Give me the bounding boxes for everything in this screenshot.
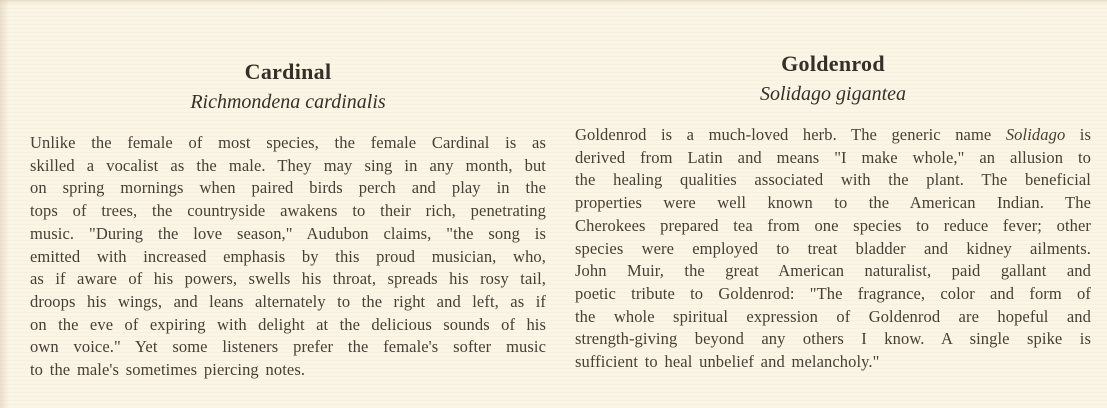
text-line: poetic tribute to Goldenrod: "The fragrance, color and form of bbox=[575, 283, 1091, 303]
text-line: species were employed to treat bladder and kidney ailments. bbox=[575, 238, 1091, 258]
text-line: tops of trees, the countryside awakens to their rich, penetrating bbox=[30, 201, 546, 221]
text-line: as if aware of his powers, swells his throat, spreads his rosy tail, bbox=[30, 269, 546, 289]
section-body-cardinal bbox=[30, 132, 546, 382]
species-name-cardinal: Richmondena cardinalis bbox=[190, 91, 386, 113]
text-line: the whole spiritual expression of Goldenrod are hopeful and bbox=[575, 306, 1091, 326]
section-goldenrod bbox=[575, 52, 1091, 374]
section-cardinal bbox=[30, 60, 546, 382]
text-line: to the male's sometimes piercing notes. bbox=[30, 360, 306, 380]
text-line: derived from Latin and means "I make whole," an allusion to bbox=[575, 147, 1091, 167]
text-line: Cherokees prepared tea from one species to reduce fever; other bbox=[575, 215, 1091, 235]
text-line: Goldenrod is a much-loved herb. The generic name Solidago is bbox=[575, 125, 1091, 144]
species-name-goldenrod: Solidago gigantea bbox=[759, 83, 907, 105]
section-title-goldenrod: Goldenrod bbox=[781, 51, 885, 76]
text-line: John Muir, the great American naturalist, paid gallant and bbox=[575, 261, 1091, 281]
text-line: strength-giving beyond any others I know. A single spike is bbox=[575, 329, 1091, 349]
text-line: skilled a vocalist as the male. They may sing in any month, but bbox=[30, 155, 546, 175]
text-line: on the eve of expiring with delight at the delicious sounds of his bbox=[30, 314, 546, 334]
text-line: on spring mornings when paired birds perch and play in the bbox=[30, 178, 546, 198]
text-line: sufficient to heal unbelief and melancholy." bbox=[575, 352, 880, 372]
italic-text: Solidago bbox=[1005, 125, 1066, 144]
text-line: music. "During the love season," Audubon claims, "the song is bbox=[30, 223, 546, 243]
text-line: own voice." Yet some listeners prefer the female's softer music bbox=[30, 337, 546, 357]
section-title-cardinal: Cardinal bbox=[244, 59, 332, 84]
text-line: Unlike the female of most species, the female Cardinal is as bbox=[30, 133, 546, 152]
text-line: properties were well known to the American Indian. The bbox=[575, 193, 1091, 213]
text-line: emitted with increased emphasis by this proud musician, who, bbox=[30, 246, 546, 266]
text-line: droops his wings, and leans alternately to the right and left, as if bbox=[30, 291, 546, 311]
text-line: the healing qualities associated with the plant. The beneficial bbox=[575, 170, 1091, 190]
section-body-goldenrod bbox=[575, 124, 1091, 374]
